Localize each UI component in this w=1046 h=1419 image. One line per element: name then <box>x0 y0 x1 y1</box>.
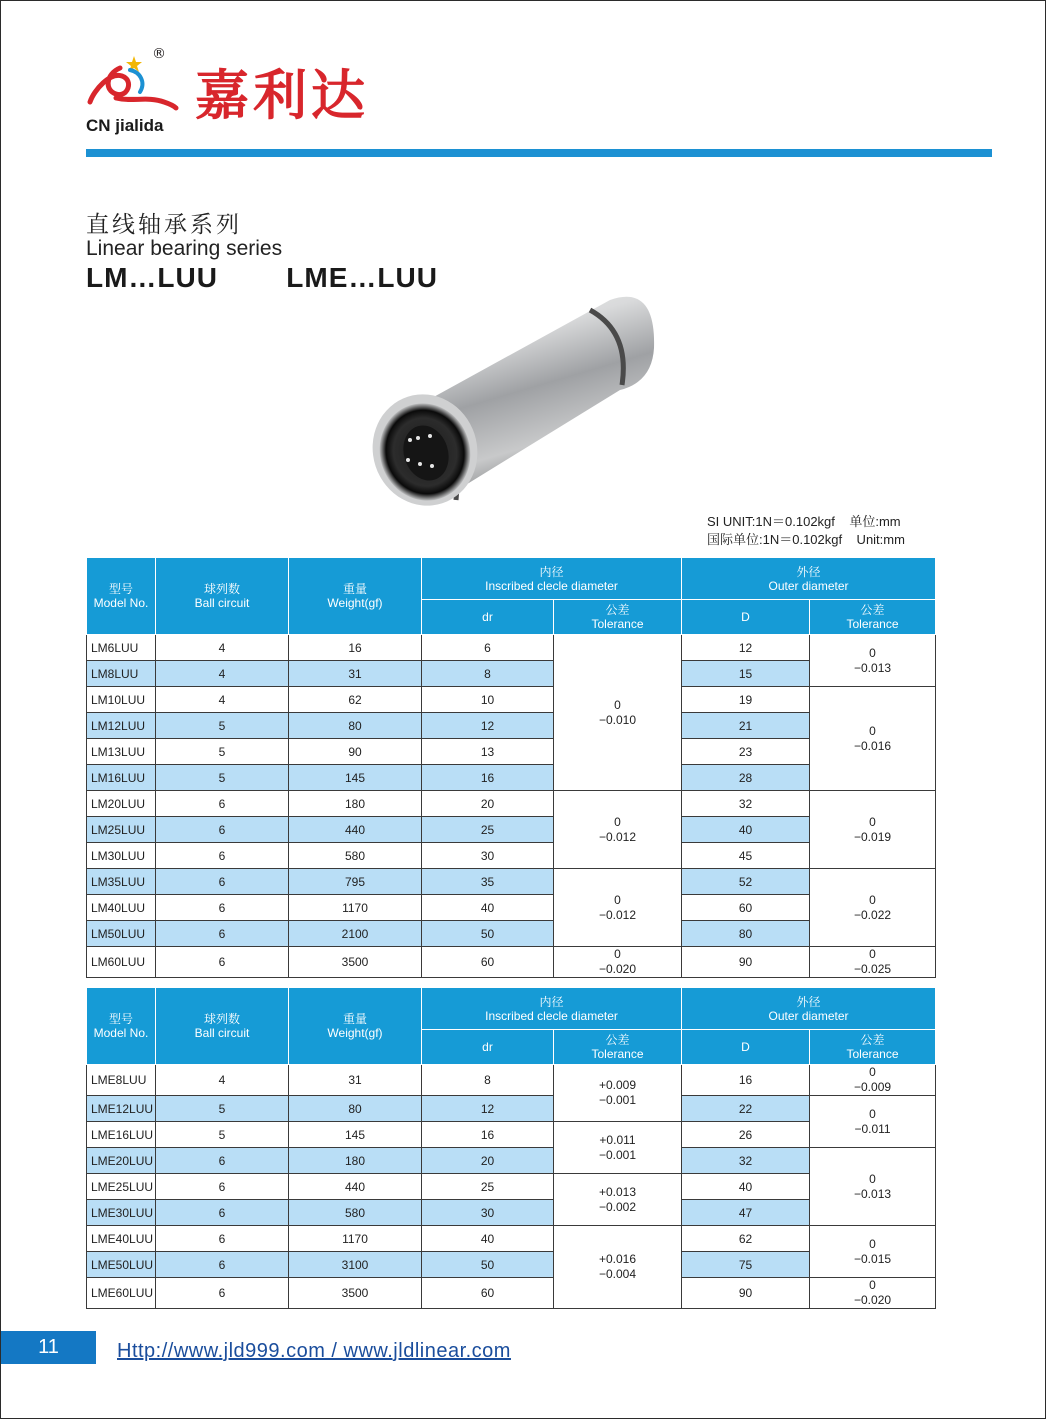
outer-tolerance-cell <box>810 635 936 687</box>
model-cell: LM20LUU <box>87 791 156 817</box>
lme-luu-spec-table <box>86 987 936 1309</box>
ball-circuit-cell: 6 <box>156 1226 289 1252</box>
weight-cell: 2100 <box>289 921 422 947</box>
model-cell: LME60LUU <box>87 1278 156 1309</box>
header-dr: dr <box>422 1030 554 1065</box>
outer-tolerance-cell <box>810 791 936 869</box>
outer-tolerance-cell-upper: 0 <box>869 947 876 961</box>
weight-cell: 80 <box>289 713 422 739</box>
weight-cell: 80 <box>289 1096 422 1122</box>
header-outer-diameter: 外径 Outer diameter <box>682 558 936 600</box>
ball-circuit-cell: 6 <box>156 1278 289 1309</box>
weight-cell: 3500 <box>289 947 422 978</box>
outer-tolerance-cell-upper: 0 <box>869 814 876 829</box>
ball-circuit-cell: 6 <box>156 843 289 869</box>
outer-diameter-cell: 32 <box>682 791 810 817</box>
model-cell: LM12LUU <box>87 713 156 739</box>
inner-tolerance-cell-upper: 0 <box>614 892 621 907</box>
outer-tolerance-cell-upper: 0 <box>869 645 876 660</box>
table-row <box>87 687 936 713</box>
inner-tolerance-cell-lower: −0.020 <box>598 962 637 976</box>
table-row <box>87 1252 936 1278</box>
weight-cell: 440 <box>289 1174 422 1200</box>
dr-cell: 8 <box>422 661 554 687</box>
ball-circuit-cell: 6 <box>156 791 289 817</box>
outer-tolerance-cell <box>810 1226 936 1278</box>
outer-tolerance-cell-lower: −0.013 <box>854 1186 892 1201</box>
page-title-cn: 直线轴承系列 <box>86 212 242 238</box>
inner-tolerance-cell-lower: −0.012 <box>598 829 637 844</box>
ball-circuit-cell: 5 <box>156 765 289 791</box>
outer-diameter-cell: 26 <box>682 1122 810 1148</box>
table-row <box>87 765 936 791</box>
ball-circuit-cell: 4 <box>156 635 289 661</box>
dr-cell: 60 <box>422 947 554 978</box>
dr-cell: 30 <box>422 1200 554 1226</box>
ball-circuit-cell: 5 <box>156 1122 289 1148</box>
inner-tolerance-cell-upper: 0 <box>614 814 621 829</box>
weight-cell: 3100 <box>289 1252 422 1278</box>
table-row <box>87 869 936 895</box>
ball-circuit-cell: 6 <box>156 1148 289 1174</box>
inner-tolerance-cell-lower: −0.001 <box>598 1147 637 1162</box>
outer-diameter-cell: 45 <box>682 843 810 869</box>
inner-tolerance-cell <box>554 635 682 791</box>
ball-circuit-cell: 6 <box>156 921 289 947</box>
table-row <box>87 1174 936 1200</box>
model-cell: LME50LUU <box>87 1252 156 1278</box>
inner-tolerance-cell <box>554 869 682 947</box>
weight-cell: 31 <box>289 661 422 687</box>
brand-name-cn: 嘉利达 <box>195 63 369 127</box>
outer-tolerance-cell-lower: −0.013 <box>854 660 892 675</box>
dr-cell: 20 <box>422 791 554 817</box>
header-ball-circuit: 球列数 Ball circuit <box>156 988 289 1065</box>
header-ball-circuit: 球列数 Ball circuit <box>156 558 289 635</box>
header-weight: 重量 Weight(gf) <box>289 558 422 635</box>
outer-tolerance-cell <box>810 687 936 791</box>
outer-tolerance-cell-lower: −0.020 <box>854 1293 892 1307</box>
inner-tolerance-cell <box>554 791 682 869</box>
outer-diameter-cell: 90 <box>682 947 810 978</box>
inner-tolerance-cell-upper: +0.009 <box>598 1078 637 1092</box>
weight-cell: 3500 <box>289 1278 422 1309</box>
page-title-en: Linear bearing series <box>86 237 283 260</box>
dr-cell: 50 <box>422 1252 554 1278</box>
outer-diameter-cell: 16 <box>682 1065 810 1096</box>
ball-circuit-cell: 5 <box>156 1096 289 1122</box>
ball-circuit-cell: 6 <box>156 895 289 921</box>
ball-circuit-cell: 6 <box>156 1174 289 1200</box>
ball-circuit-cell: 6 <box>156 869 289 895</box>
model-cell: LM25LUU <box>87 817 156 843</box>
outer-diameter-cell: 75 <box>682 1252 810 1278</box>
header-D: D <box>682 1030 810 1065</box>
dr-cell: 10 <box>422 687 554 713</box>
units-line-1: SI UNIT:1N＝0.102kgf 单位:mm <box>707 514 901 529</box>
outer-tolerance-cell <box>810 869 936 947</box>
model-cell: LM30LUU <box>87 843 156 869</box>
page-number: 11 <box>1 1331 96 1364</box>
dr-cell: 8 <box>422 1065 554 1096</box>
model-cell: LME25LUU <box>87 1174 156 1200</box>
dr-cell: 40 <box>422 895 554 921</box>
outer-diameter-cell: 80 <box>682 921 810 947</box>
outer-tolerance-cell-lower: −0.025 <box>854 962 892 976</box>
model-cell: LM13LUU <box>87 739 156 765</box>
outer-diameter-cell: 21 <box>682 713 810 739</box>
ball-circuit-cell: 4 <box>156 687 289 713</box>
model-cell: LM8LUU <box>87 661 156 687</box>
header-outer-tolerance: 公差 Tolerance <box>810 1030 936 1065</box>
inner-tolerance-cell-upper: +0.016 <box>598 1252 637 1266</box>
table-row <box>87 921 936 947</box>
table-row <box>87 1200 936 1226</box>
outer-tolerance-cell-lower: −0.019 <box>854 829 892 844</box>
header-inner-tolerance: 公差 Tolerance <box>554 600 682 635</box>
inner-tolerance-cell-lower: −0.004 <box>598 1267 637 1281</box>
weight-cell: 180 <box>289 1148 422 1174</box>
inner-tolerance-cell-upper: +0.013 <box>598 1184 637 1199</box>
model-cell: LME20LUU <box>87 1148 156 1174</box>
outer-tolerance-cell <box>810 1065 936 1096</box>
website-link[interactable]: Http://www.jld999.com / www.jldlinear.com <box>117 1340 511 1362</box>
table-row <box>87 817 936 843</box>
header-outer-diameter: 外径 Outer diameter <box>682 988 936 1030</box>
inner-tolerance-cell-upper: +0.011 <box>599 1132 636 1147</box>
outer-diameter-cell: 19 <box>682 687 810 713</box>
ball-circuit-cell: 6 <box>156 817 289 843</box>
dr-cell: 6 <box>422 635 554 661</box>
table-row <box>87 791 936 817</box>
outer-diameter-cell: 22 <box>682 1096 810 1122</box>
header-D: D <box>682 600 810 635</box>
inner-tolerance-cell-upper: 0 <box>614 947 621 961</box>
outer-tolerance-cell <box>810 947 936 978</box>
model-cell: LM10LUU <box>87 687 156 713</box>
weight-cell: 31 <box>289 1065 422 1096</box>
model-cell: LM16LUU <box>87 765 156 791</box>
table-row <box>87 661 936 687</box>
model-cell: LME12LUU <box>87 1096 156 1122</box>
dr-cell: 16 <box>422 1122 554 1148</box>
ball-circuit-cell: 6 <box>156 1252 289 1278</box>
outer-tolerance-cell-upper: 0 <box>869 723 876 738</box>
outer-tolerance-cell <box>810 1278 936 1309</box>
model-cell: LME8LUU <box>87 1065 156 1096</box>
inner-tolerance-cell-lower: −0.002 <box>598 1199 637 1214</box>
outer-tolerance-cell-upper: 0 <box>869 1278 876 1292</box>
weight-cell: 145 <box>289 1122 422 1148</box>
dr-cell: 12 <box>422 1096 554 1122</box>
dr-cell: 35 <box>422 869 554 895</box>
outer-tolerance-cell-lower: −0.016 <box>854 738 892 753</box>
outer-tolerance-cell <box>810 1096 936 1148</box>
dr-cell: 25 <box>422 1174 554 1200</box>
table-row <box>87 635 936 661</box>
header-outer-tolerance: 公差 Tolerance <box>810 600 936 635</box>
weight-cell: 1170 <box>289 1226 422 1252</box>
model-cell: LM35LUU <box>87 869 156 895</box>
dr-cell: 13 <box>422 739 554 765</box>
ball-circuit-cell: 6 <box>156 1200 289 1226</box>
dr-cell: 60 <box>422 1278 554 1309</box>
outer-diameter-cell: 32 <box>682 1148 810 1174</box>
dr-cell: 20 <box>422 1148 554 1174</box>
header-dr: dr <box>422 600 554 635</box>
table-row <box>87 947 936 978</box>
outer-diameter-cell: 15 <box>682 661 810 687</box>
outer-diameter-cell: 23 <box>682 739 810 765</box>
registered-mark: ® <box>152 46 166 62</box>
outer-diameter-cell: 90 <box>682 1278 810 1309</box>
dr-cell: 30 <box>422 843 554 869</box>
model-cell: LM50LUU <box>87 921 156 947</box>
model-cell: LME30LUU <box>87 1200 156 1226</box>
units-line-2: 国际单位:1N＝0.102kgf Unit:mm <box>707 532 905 547</box>
inner-tolerance-cell-lower: −0.001 <box>598 1093 637 1107</box>
model-cell: LM40LUU <box>87 895 156 921</box>
outer-tolerance-cell-upper: 0 <box>869 892 876 907</box>
outer-tolerance-cell <box>810 1148 936 1226</box>
weight-cell: 145 <box>289 765 422 791</box>
ball-circuit-cell: 4 <box>156 661 289 687</box>
outer-diameter-cell: 62 <box>682 1226 810 1252</box>
ball-circuit-cell: 5 <box>156 713 289 739</box>
header-inner-tolerance: 公差 Tolerance <box>554 1030 682 1065</box>
header-inner-diameter: 内径 Inscribed clecle diameter <box>422 558 682 600</box>
weight-cell: 90 <box>289 739 422 765</box>
outer-diameter-cell: 60 <box>682 895 810 921</box>
table-row <box>87 843 936 869</box>
dr-cell: 40 <box>422 1226 554 1252</box>
table-row <box>87 739 936 765</box>
ball-circuit-cell: 4 <box>156 1065 289 1096</box>
weight-cell: 16 <box>289 635 422 661</box>
brand-name-en: CN jialida <box>86 116 164 135</box>
inner-tolerance-cell-lower: −0.010 <box>598 712 637 727</box>
table-row <box>87 1122 936 1148</box>
ball-circuit-cell: 5 <box>156 739 289 765</box>
weight-cell: 440 <box>289 817 422 843</box>
weight-cell: 62 <box>289 687 422 713</box>
outer-tolerance-cell-upper: 0 <box>869 1106 876 1121</box>
linear-bearing-image <box>360 290 660 515</box>
inner-tolerance-cell <box>554 1122 682 1174</box>
outer-tolerance-cell-lower: −0.022 <box>854 907 892 922</box>
outer-tolerance-cell-upper: 0 <box>869 1171 876 1186</box>
table-row <box>87 1096 936 1122</box>
outer-diameter-cell: 40 <box>682 817 810 843</box>
inner-tolerance-cell <box>554 1174 682 1226</box>
header-weight: 重量 Weight(gf) <box>289 988 422 1065</box>
outer-tolerance-cell-upper: 0 <box>869 1065 876 1079</box>
outer-diameter-cell: 40 <box>682 1174 810 1200</box>
weight-cell: 1170 <box>289 895 422 921</box>
lm-luu-spec-table <box>86 557 936 978</box>
dr-cell: 16 <box>422 765 554 791</box>
model-cell: LME16LUU <box>87 1122 156 1148</box>
outer-tolerance-cell-lower: −0.015 <box>854 1251 892 1266</box>
inner-tolerance-cell <box>554 1226 682 1309</box>
inner-tolerance-cell <box>554 947 682 978</box>
weight-cell: 180 <box>289 791 422 817</box>
dr-cell: 50 <box>422 921 554 947</box>
header-model: 型号 Model No. <box>87 558 156 635</box>
table-row <box>87 713 936 739</box>
outer-tolerance-cell-lower: −0.011 <box>854 1121 891 1136</box>
ball-circuit-cell: 6 <box>156 947 289 978</box>
model-cell: LME40LUU <box>87 1226 156 1252</box>
table-row <box>87 1226 936 1252</box>
outer-diameter-cell: 28 <box>682 765 810 791</box>
inner-tolerance-cell <box>554 1065 682 1122</box>
brand-logo-icon <box>86 46 186 116</box>
table-row <box>87 1065 936 1096</box>
model-cell: LM6LUU <box>87 635 156 661</box>
outer-diameter-cell: 52 <box>682 869 810 895</box>
inner-tolerance-cell-upper: 0 <box>614 697 621 712</box>
table-row <box>87 1278 936 1309</box>
header-inner-diameter: 内径 Inscribed clecle diameter <box>422 988 682 1030</box>
outer-diameter-cell: 47 <box>682 1200 810 1226</box>
dr-cell: 12 <box>422 713 554 739</box>
table-row <box>87 1148 936 1174</box>
weight-cell: 580 <box>289 843 422 869</box>
outer-tolerance-cell-lower: −0.009 <box>854 1080 892 1094</box>
header-model: 型号 Model No. <box>87 988 156 1065</box>
page-title-models: LM…LUU LME…LUU <box>86 262 438 293</box>
outer-tolerance-cell-upper: 0 <box>869 1236 876 1251</box>
units-note <box>707 513 905 549</box>
outer-diameter-cell: 12 <box>682 635 810 661</box>
model-cell: LM60LUU <box>87 947 156 978</box>
inner-tolerance-cell-lower: −0.012 <box>598 907 637 922</box>
weight-cell: 795 <box>289 869 422 895</box>
weight-cell: 580 <box>289 1200 422 1226</box>
dr-cell: 25 <box>422 817 554 843</box>
table-row <box>87 895 936 921</box>
header-divider <box>86 149 992 157</box>
